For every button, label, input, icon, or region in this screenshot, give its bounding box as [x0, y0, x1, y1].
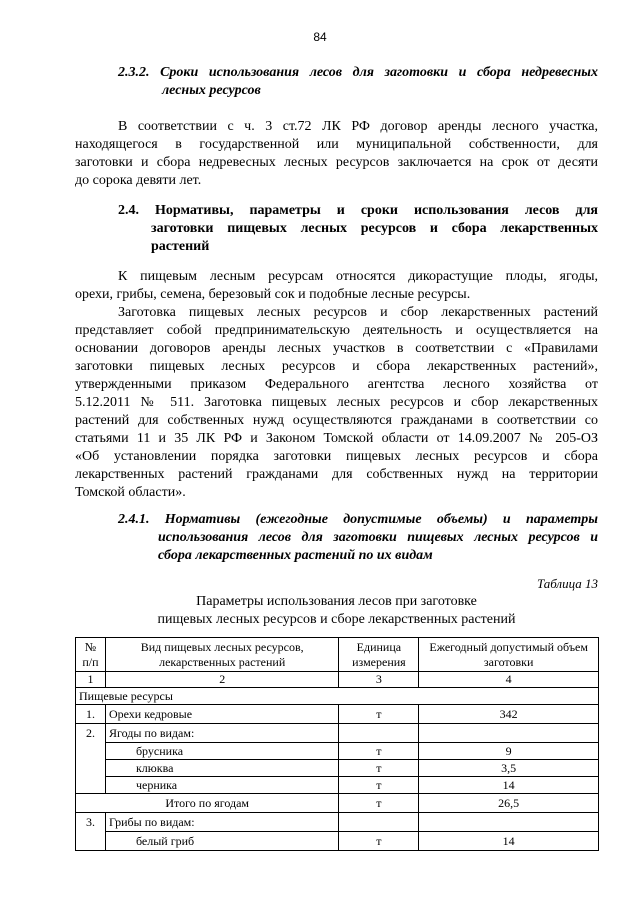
- row-value: 3,5: [419, 760, 599, 777]
- text-line: представляет собой предпринимательскую деятельность и осуществляется на: [75, 323, 598, 338]
- text-line: В соответствии с ч. 3 ст.72 ЛК РФ договор аренды лесного участка,: [118, 119, 598, 134]
- table-row: [76, 743, 599, 760]
- row-name: черника: [105, 777, 338, 794]
- table-caption: [75, 593, 598, 629]
- row-unit: т: [339, 743, 419, 760]
- text-line: находящегося в государственной или муниципальной собственности, для: [75, 137, 598, 152]
- col-number: 1: [76, 672, 106, 688]
- row-unit: [339, 724, 419, 743]
- table-row: [76, 813, 599, 832]
- row-name: Орехи кедровые: [105, 705, 338, 724]
- row-unit: т: [339, 705, 419, 724]
- row-num: [76, 743, 106, 760]
- text-line: К пищевым лесным ресурсам относятся дикорастущие плоды, ягоды,: [118, 269, 598, 284]
- heading-line: растений: [151, 239, 210, 254]
- row-num: 1.: [76, 705, 106, 724]
- text-line: заготовки пищевых лесных ресурсов и сбора лекарственных растений»,: [75, 359, 598, 374]
- row-value: 342: [419, 705, 599, 724]
- caption-line: пищевых лесных ресурсов и сборе лекарственных растений: [157, 612, 516, 627]
- table-row: [76, 777, 599, 794]
- text-line: лекарственных растений гражданами для собственных нужд на территории: [75, 467, 598, 482]
- heading-line: 2.3.2. Сроки использования лесов для заготовки и сбора недревесных: [118, 65, 598, 80]
- row-num: 3.: [76, 813, 106, 832]
- row-num: [76, 832, 106, 851]
- text-line: «Об установлении порядка заготовки пищевых лесных ресурсов и сбора: [75, 449, 598, 464]
- header-unit: Единица измерения: [339, 638, 419, 672]
- text-line: заготовки и сбора недревесных лесных ресурсов заключается на срок от десяти: [75, 155, 598, 170]
- section-232-paragraph: [75, 118, 598, 190]
- row-value: 26,5: [419, 794, 599, 813]
- row-value: 14: [419, 777, 599, 794]
- group-row: [76, 688, 599, 705]
- text-line: статьями 11 и 35 ЛК РФ и Законом Томской области от 14.09.2007 № 205-ОЗ: [75, 431, 598, 446]
- row-unit: т: [339, 777, 419, 794]
- header-volume: Ежегодный допустимый объем заготовки: [419, 638, 599, 672]
- row-unit: т: [339, 832, 419, 851]
- col-number: 4: [419, 672, 599, 688]
- text-line: Заготовка пищевых лесных ресурсов и сбор лекарственных растений: [118, 305, 598, 320]
- table-header-row: [76, 638, 599, 672]
- section-24-paragraph-1: [75, 268, 598, 304]
- row-value: [419, 813, 599, 832]
- table-row: [76, 832, 599, 851]
- section-24-heading: [118, 202, 598, 256]
- text-line: растений для собственных нужд осуществляются гражданами в соответствии со: [75, 413, 598, 428]
- row-num: [76, 777, 106, 794]
- table-row: [76, 760, 599, 777]
- heading-line: лесных ресурсов: [162, 83, 261, 98]
- row-name: Ягоды по видам:: [105, 724, 338, 743]
- header-type: Вид пищевых лесных ресурсов, лекарственных растений: [105, 638, 338, 672]
- heading-line: сбора лекарственных растений по их видам: [158, 548, 433, 563]
- header-num: № п/п: [76, 638, 106, 672]
- row-num: 2.: [76, 724, 106, 743]
- resources-table: [75, 637, 599, 851]
- text-line: 5.12.2011 № 511. Заготовка пищевых лесных ресурсов и сбор лекарственных: [75, 395, 598, 410]
- col-number: 2: [105, 672, 338, 688]
- row-name: клюква: [105, 760, 338, 777]
- group-label: Пищевые ресурсы: [76, 688, 599, 705]
- row-unit: т: [339, 760, 419, 777]
- row-name: брусника: [105, 743, 338, 760]
- col-number: 3: [339, 672, 419, 688]
- text-line: основании договоров аренды лесных участков в соответствии с «Правилами: [75, 341, 598, 356]
- heading-line: 2.4.1. Нормативы (ежегодные допустимые объемы) и параметры: [118, 512, 598, 527]
- table-row-total: [76, 794, 599, 813]
- row-unit: т: [339, 794, 419, 813]
- caption-line: Параметры использования лесов при заготовке: [196, 594, 477, 609]
- row-name: белый гриб: [105, 832, 338, 851]
- table-number: Таблица 13: [536, 576, 598, 591]
- heading-line: заготовки пищевых лесных ресурсов и сбора лекарственных: [151, 221, 598, 236]
- row-num: [76, 760, 106, 777]
- row-name: Грибы по видам:: [105, 813, 338, 832]
- row-value: [419, 724, 599, 743]
- text-line: утвержденными приказом Федерального агентства лесного хозяйства от: [75, 377, 598, 392]
- section-241-heading: [118, 511, 598, 565]
- text-line: Томской области».: [75, 485, 186, 500]
- heading-line: использования лесов для заготовки пищевых лесных ресурсов и: [158, 530, 598, 545]
- section-232-heading: [118, 64, 598, 100]
- text-line: орехи, грибы, семена, березовый сок и подобные лесные ресурсы.: [75, 287, 471, 302]
- table-row: [76, 724, 599, 743]
- column-number-row: [76, 672, 599, 688]
- table-row: [76, 705, 599, 724]
- page-number: 84: [313, 30, 327, 44]
- heading-line: 2.4. Нормативы, параметры и сроки использования лесов для: [118, 203, 598, 218]
- row-value: 9: [419, 743, 599, 760]
- section-24-paragraph-2: [75, 304, 598, 502]
- row-value: 14: [419, 832, 599, 851]
- text-line: до сорока девяти лет.: [75, 173, 202, 188]
- row-unit: [339, 813, 419, 832]
- row-name: Итого по ягодам: [76, 794, 339, 813]
